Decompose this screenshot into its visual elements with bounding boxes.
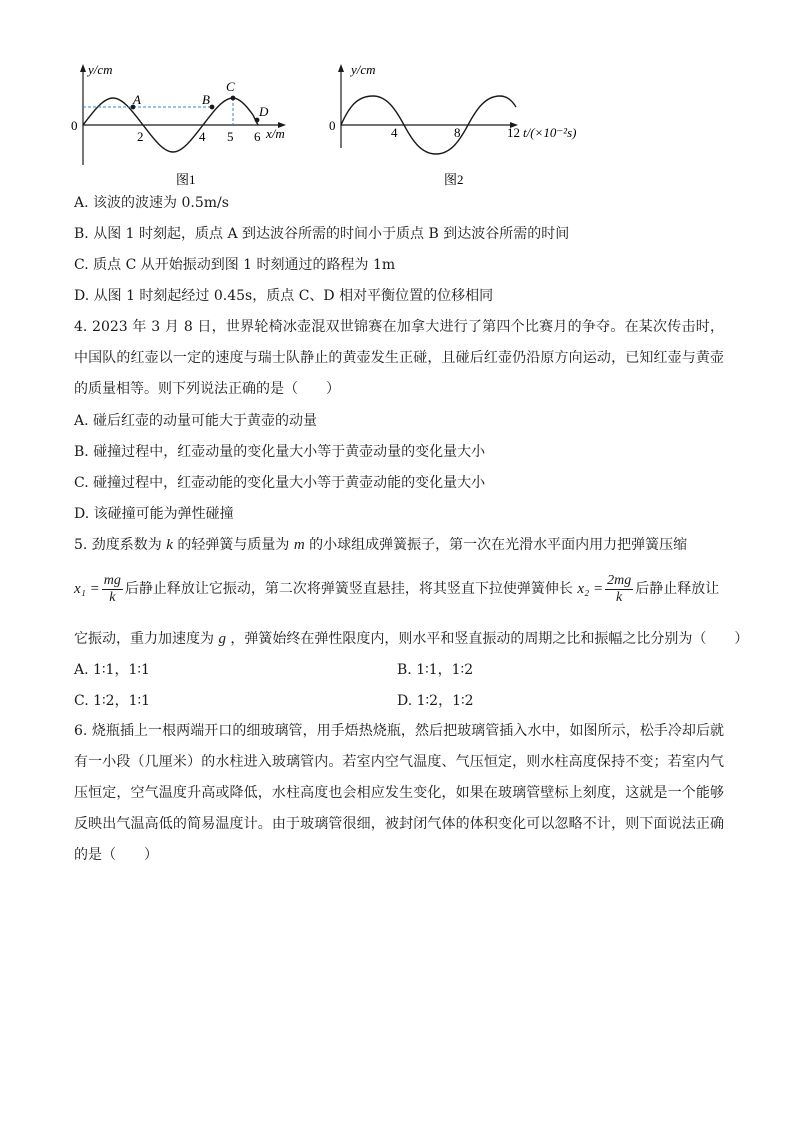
fig2-xlabel: t/(×10⁻²s) (523, 125, 577, 140)
q5-option-b: B. 1∶1，1∶2 (397, 662, 474, 678)
q5-x2: x₂ = (577, 581, 604, 597)
q5-text-1b: 的轻弹簧与质量为 (177, 537, 290, 553)
fig2-tick-8: 8 (454, 125, 461, 140)
q5-line-1 (74, 535, 687, 555)
fig2-tick-4: 4 (391, 125, 398, 140)
q5-fraction-2 (605, 573, 633, 606)
q3-option-a: A. 该波的波速为 0.5m/s (74, 195, 229, 211)
q5-var-k: k (166, 537, 173, 553)
q5-text-4a: 它振动，重力加速度为 (74, 631, 214, 647)
q4-option-b: B. 碰撞过程中，红壶动量的变化量大小等于黄壶动量的变化量大小 (74, 444, 486, 460)
fig1-tick-6: 6 (254, 129, 261, 144)
fig1-y-arrow (80, 64, 86, 72)
q5-frac2-num: 2mg (607, 572, 632, 588)
figure-1 (64, 60, 300, 190)
q5-option-d: D. 1∶2，1∶2 (397, 693, 474, 709)
fig1-label-a: A (133, 92, 141, 107)
figure-2-graph (326, 60, 596, 190)
q5-var-g: g (218, 631, 226, 647)
fig1-tick-4: 4 (199, 129, 206, 144)
q3-option-c: C. 质点 C 从开始振动到图 1 时刻通过的路程为 1m (74, 257, 396, 273)
q5-frac1-num: mg (103, 572, 121, 588)
q5-var-m: m (293, 537, 305, 553)
fig2-y-arrow (338, 64, 344, 72)
fig2-caption: 图2 (444, 172, 464, 187)
figure-1-graph (64, 60, 300, 190)
q5-line-2 (74, 569, 719, 609)
fig1-ylabel: y/cm (88, 62, 113, 77)
q5-text-3: 后静止释放让 (635, 581, 720, 597)
q4-stem: 4. 2023 年 3 月 8 日，世界轮椅冰壶混双世锦赛在加拿大进行了第四个比赛月的争夺。在某次传击时，中国队的红壶以一定的速度与瑞士队静止的黄壶发生正碰，且碰后红壶仍沿原方向运动，已知红壶与黄壶的质量相等。则下列说法正确的是（ ） (74, 319, 724, 397)
q5-option-c: C. 1∶2，1∶1 (74, 693, 151, 709)
q4-option-a: A. 碰后红壶的动量可能大于黄壶的动量 (74, 413, 318, 429)
q5-frac1-den: k (109, 589, 116, 605)
fig1-label-d: D (259, 104, 269, 119)
fig1-xlabel: x/m (266, 126, 285, 141)
fig1-label-b: B (202, 92, 210, 107)
fig1-tick-2: 2 (137, 129, 144, 144)
fig2-ylabel: y/cm (351, 62, 376, 77)
q4-option-d: D. 该碰撞可能为弹性碰撞 (74, 506, 234, 522)
q5-frac2-den: k (616, 589, 623, 605)
q5-text-1a: 5. 劲度系数为 (74, 537, 162, 553)
q5-line-3 (74, 629, 748, 649)
q3-option-b: B. 从图 1 时刻起，质点 A 到达波谷所需的时间小于质点 B 到达波谷所需的时间 (74, 226, 570, 242)
fig1-point-c (231, 96, 236, 101)
fig1-caption: 图1 (176, 172, 196, 187)
q5-option-a: A. 1∶1，1∶1 (74, 662, 150, 678)
q3-option-d: D. 从图 1 时刻起经过 0.45s，质点 C、D 相对平衡位置的位移相同 (74, 288, 494, 304)
fig2-tick-12: 12 (507, 125, 520, 140)
figure-2 (326, 60, 596, 190)
q5-text-1c: 的小球组成弹簧振子，第一次在光滑水平面内用力把弹簧压缩 (309, 537, 688, 553)
fig1-tick-5: 5 (227, 129, 234, 144)
q4-option-c: C. 碰撞过程中，红壶动能的变化量大小等于黄壶动能的变化量大小 (74, 475, 486, 491)
q5-text-2: 后静止释放让它振动，第二次将弹簧竖直悬挂，将其竖直下拉使弹簧伸长 (124, 581, 573, 597)
fig1-label-c: C (226, 79, 235, 94)
q5-fraction-1 (102, 573, 123, 606)
q5-text-4b: ，弹簧始终在弹性限度内，则水平和竖直振动的周期之比和振幅之比分别为（ ） (230, 631, 749, 647)
fig1-origin: 0 (71, 118, 78, 133)
q5-x1: x₁ = (74, 581, 100, 597)
q6-stem: 6. 烧瓶插上一根两端开口的细玻璃管，用手焐热烧瓶，然后把玻璃管插入水中，如图所示，松手冷却后就有一小段（几厘米）的水柱进入玻璃管内。若室内空气温度、气压恒定，则水柱高度保持不变；若室内气压恒定，空气温度升高或降低，水柱高度也会相应发生变化，如果在玻璃管壁标上刻度，这就是一个能够反映出气温高低的简易温度计。由于玻璃管很细，被封闭气体的体积变化可以忽略不计，则下面说法正确的是（ ） (74, 723, 724, 863)
fig1-point-b (210, 105, 215, 110)
fig2-origin: 0 (329, 118, 336, 133)
